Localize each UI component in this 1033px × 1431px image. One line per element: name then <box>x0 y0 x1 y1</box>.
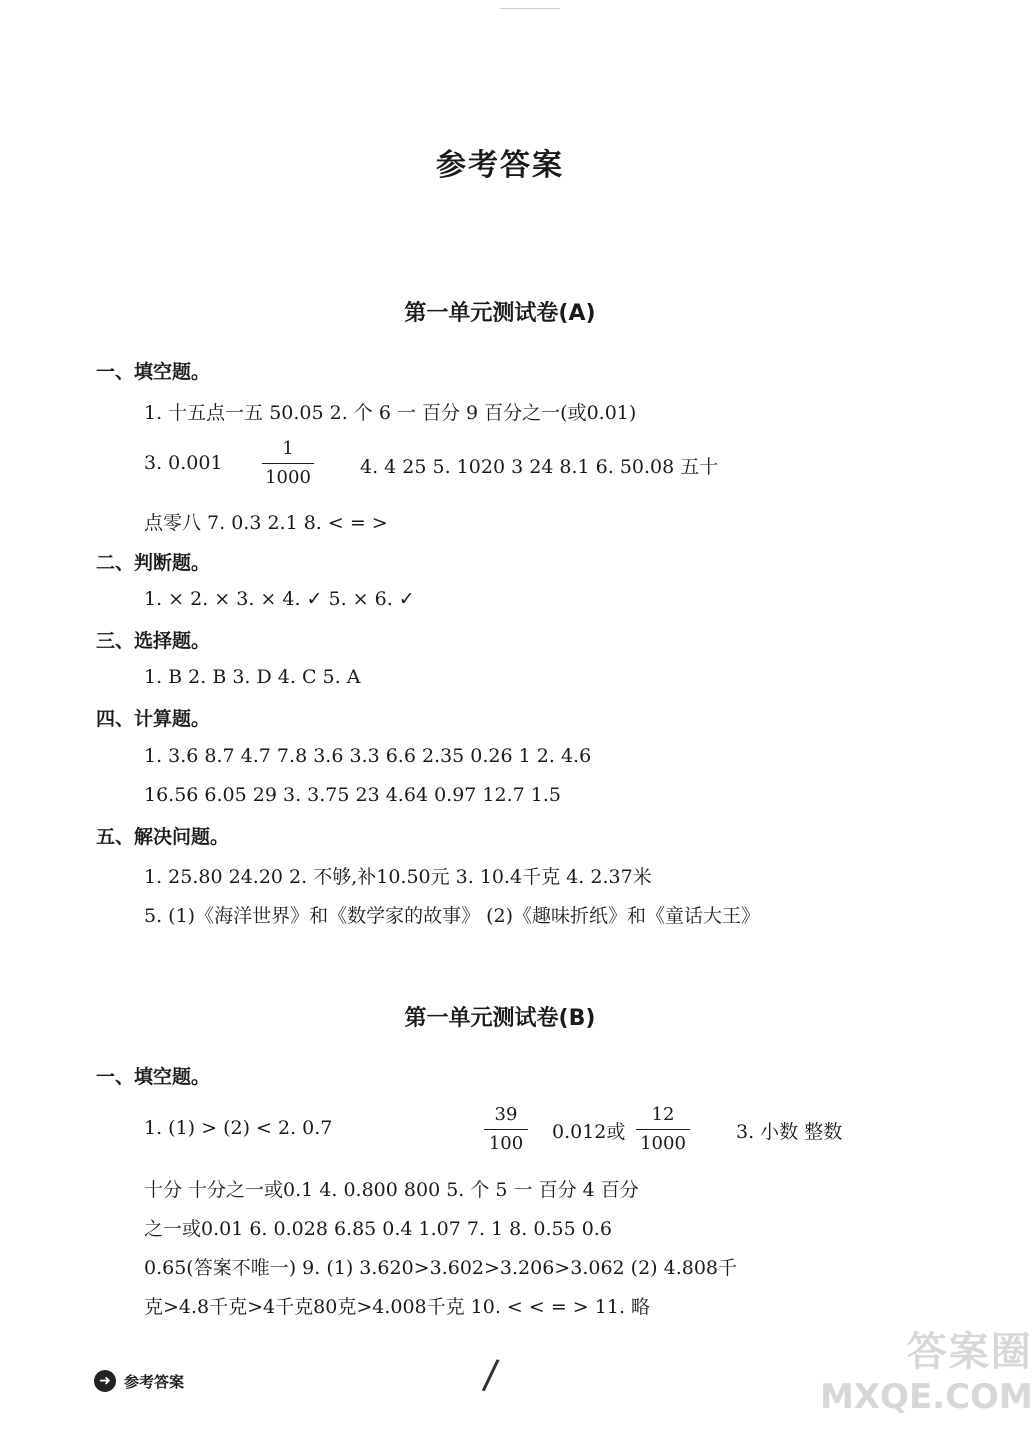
page-title: 参考答案 <box>436 148 564 183</box>
unit-a-fill-line-3: 点零八 7. 0.3 2.1 8. < = > <box>144 512 388 534</box>
unit-a-solve-line-1: 1. 25.80 24.20 2. 不够,补10.50元 3. 10.4千克 4. 2.37米 <box>144 866 652 888</box>
fraction-numerator: 39 <box>494 1104 518 1125</box>
unit-b-fill-line-1-post: 3. 小数 整数 <box>736 1121 843 1143</box>
unit-b-fill-line-1-mid: 0.012或 <box>552 1121 626 1143</box>
watermark-line-1: 答案圈 <box>906 1329 1033 1375</box>
watermark <box>820 1320 1033 1417</box>
unit-b-fill-line-4: 0.65(答案不唯一) 9. (1) 3.620>3.602>3.206>3.062 (2) 4.808千 <box>144 1257 738 1279</box>
unit-a-fill-line-2-pre: 3. 0.001 <box>144 452 223 474</box>
unit-a-choice-heading: 三、选择题。 <box>96 630 211 652</box>
unit-a-fill-line-2-post: 4. 4 25 5. 1020 3 24 8.1 6. 50.08 五十 <box>360 456 719 478</box>
unit-a-fraction <box>262 438 314 489</box>
unit-a-solve-heading: 五、解决问题。 <box>96 826 230 848</box>
page-number-mark: / <box>480 1351 501 1399</box>
fraction-bar <box>262 463 314 464</box>
arrow-right-icon: ➜ <box>94 1370 116 1392</box>
unit-a-calc-line-2: 16.56 6.05 29 3. 3.75 23 4.64 0.97 12.7 1.5 <box>144 784 561 806</box>
unit-a-calc-line-1: 1. 3.6 8.7 4.7 7.8 3.6 3.3 6.6 2.35 0.26 1 2. 4.6 <box>144 745 592 767</box>
unit-b-fill-line-3: 之一或0.01 6. 0.028 6.85 0.4 1.07 7. 1 8. 0.55 0.6 <box>144 1218 612 1240</box>
unit-a-judge-line: 1. × 2. × 3. × 4. ✓ 5. × 6. ✓ <box>144 588 415 610</box>
footer-label: 参考答案 <box>124 1373 185 1391</box>
unit-a-fill-heading: 一、填空题。 <box>96 361 211 383</box>
unit-a-solve-line-2: 5. (1)《海洋世界》和《数学家的故事》 (2)《趣味折纸》和《童话大王》 <box>144 905 761 927</box>
unit-a-fill-line-1: 1. 十五点一五 50.05 2. 个 6 一 百分 9 百分之一(或0.01) <box>144 402 637 424</box>
unit-a-choice-line: 1. B 2. B 3. D 4. C 5. A <box>144 666 361 688</box>
unit-b-fill-line-2: 十分 十分之一或0.1 4. 0.800 800 5. 个 5 一 百分 4 百分 <box>144 1179 639 1201</box>
fraction-denominator: 1000 <box>640 1133 686 1154</box>
unit-a-calc-heading: 四、计算题。 <box>96 708 211 730</box>
fraction-numerator: 12 <box>651 1104 675 1125</box>
unit-a-title: 第一单元测试卷(A) <box>404 301 596 326</box>
fraction-denominator: 100 <box>488 1133 524 1154</box>
fraction-bar <box>636 1129 690 1130</box>
fraction-bar <box>484 1129 528 1130</box>
unit-b-fill-line-5: 克>4.8千克>4千克80克>4.008千克 10. < < = > 11. 略 <box>144 1296 651 1318</box>
top-rule <box>500 8 560 9</box>
fraction-numerator: 1 <box>282 438 294 459</box>
unit-b-fill-line-1-pre: 1. (1) > (2) < 2. 0.7 <box>144 1117 333 1139</box>
unit-b-fill-heading: 一、填空题。 <box>96 1066 211 1088</box>
unit-a-judge-heading: 二、判断题。 <box>96 552 211 574</box>
unit-b-fraction-2 <box>636 1104 690 1155</box>
unit-b-fraction-1 <box>484 1104 528 1155</box>
fraction-denominator: 1000 <box>265 467 311 488</box>
unit-b-title: 第一单元测试卷(B) <box>404 1006 596 1031</box>
watermark-line-2: MXQE.COM <box>820 1377 1033 1417</box>
